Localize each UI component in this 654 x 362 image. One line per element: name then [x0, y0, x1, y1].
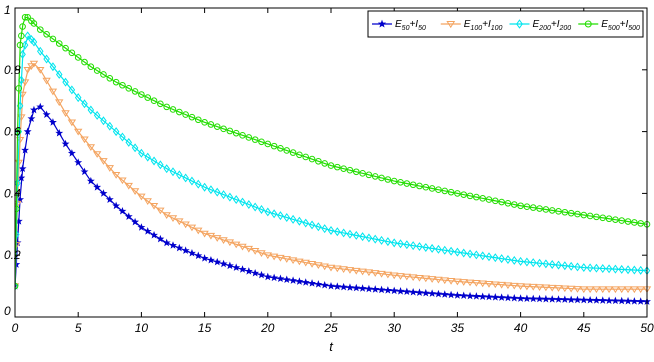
- data-point: [524, 295, 530, 301]
- x-tick-label: 25: [324, 321, 338, 335]
- series-200: [12, 32, 649, 290]
- data-point: [404, 288, 410, 294]
- data-point: [347, 284, 353, 290]
- data-point: [252, 270, 258, 276]
- data-point: [410, 289, 416, 295]
- data-point: [530, 295, 536, 301]
- data-point: [574, 297, 580, 303]
- data-point: [239, 266, 245, 272]
- data-point: [536, 296, 542, 302]
- data-point: [315, 281, 321, 287]
- data-point: [612, 297, 618, 303]
- data-point: [581, 297, 587, 303]
- data-point: [505, 295, 511, 301]
- data-point: [359, 285, 365, 291]
- x-tick-label: 20: [261, 321, 275, 335]
- data-point: [416, 289, 422, 295]
- series-line: [15, 108, 647, 302]
- y-tick-label: 0.8: [4, 62, 21, 77]
- data-point: [467, 293, 473, 299]
- y-tick-label: 1: [4, 3, 11, 17]
- data-point: [473, 293, 479, 299]
- data-point: [62, 141, 68, 147]
- x-tick-label: 15: [197, 321, 212, 335]
- data-point: [555, 296, 561, 302]
- data-point: [334, 283, 340, 289]
- legend-label: $E_{100}+I_{100}$: [463, 19, 503, 32]
- x-axis-title: t: [329, 339, 333, 354]
- series-line: [15, 64, 647, 289]
- plot-layer: [12, 14, 651, 304]
- x-tick-label: 5: [74, 321, 82, 335]
- data-point: [625, 298, 631, 304]
- data-point: [549, 296, 555, 302]
- data-point: [170, 242, 176, 248]
- x-tick-label: 10: [134, 321, 149, 335]
- data-point: [511, 295, 517, 301]
- x-tick-label: 30: [387, 321, 401, 335]
- data-point: [233, 264, 239, 270]
- data-point: [499, 294, 505, 300]
- data-point: [195, 252, 201, 258]
- data-point: [309, 280, 315, 286]
- data-point: [296, 278, 302, 284]
- series-line: [15, 36, 647, 286]
- data-point: [189, 250, 195, 256]
- data-point: [423, 290, 429, 296]
- data-point: [372, 286, 378, 292]
- data-point: [284, 276, 290, 282]
- data-point: [227, 262, 233, 268]
- data-point: [290, 277, 296, 283]
- data-point: [271, 274, 277, 280]
- data-point: [378, 287, 384, 293]
- data-point: [492, 294, 498, 300]
- data-point: [568, 296, 574, 302]
- data-point: [322, 282, 328, 288]
- data-point: [353, 285, 359, 291]
- series-500: [12, 14, 650, 288]
- legend: [368, 11, 643, 37]
- legend-label: $E_{50}+I_{50}$: [395, 19, 426, 32]
- data-point: [517, 295, 523, 301]
- data-point: [543, 296, 549, 302]
- data-point: [391, 287, 397, 293]
- data-point: [303, 279, 309, 285]
- x-tick-label: 35: [450, 321, 465, 335]
- data-point: [619, 298, 625, 304]
- data-point: [265, 274, 271, 280]
- data-point: [480, 293, 486, 299]
- data-point: [341, 284, 347, 290]
- data-point: [461, 292, 467, 298]
- data-point: [606, 297, 612, 303]
- x-tick-label: 45: [577, 321, 591, 335]
- data-point: [593, 297, 599, 303]
- data-point: [258, 272, 264, 278]
- data-point: [435, 291, 441, 297]
- series-50: [12, 104, 650, 305]
- x-tick-label: 0: [11, 321, 19, 335]
- data-point: [448, 292, 454, 298]
- data-point: [429, 290, 435, 296]
- y-tick-label: 0: [4, 304, 11, 318]
- data-point: [454, 292, 460, 298]
- data-point: [442, 291, 448, 297]
- data-point: [631, 298, 637, 304]
- data-point: [164, 240, 170, 246]
- x-tick-label: 40: [513, 321, 528, 335]
- data-point: [600, 297, 606, 303]
- data-point: [486, 294, 492, 300]
- data-point: [56, 130, 62, 136]
- legend-label: $E_{200}+I_{200}$: [532, 19, 572, 32]
- series-line: [15, 17, 647, 286]
- data-point: [277, 275, 283, 281]
- data-point: [201, 255, 207, 261]
- y-tick-label: 0.2: [4, 248, 21, 263]
- x-tick-label: 50: [640, 321, 654, 335]
- data-point: [385, 287, 391, 293]
- data-point: [208, 257, 214, 263]
- data-point: [246, 268, 252, 274]
- data-point: [562, 296, 568, 302]
- data-point: [183, 247, 189, 253]
- y-tick-label: 0.6: [4, 124, 21, 139]
- y-tick-label: 0.4: [4, 186, 21, 201]
- data-point: [220, 261, 226, 267]
- data-point: [638, 298, 644, 304]
- data-point: [328, 283, 334, 289]
- series-100: [12, 61, 651, 292]
- legend-label: $E_{500}+I_{500}$: [601, 19, 640, 32]
- data-point: [587, 297, 593, 303]
- data-point: [214, 259, 220, 265]
- data-point: [366, 286, 372, 292]
- data-point: [397, 288, 403, 294]
- data-point: [176, 245, 182, 251]
